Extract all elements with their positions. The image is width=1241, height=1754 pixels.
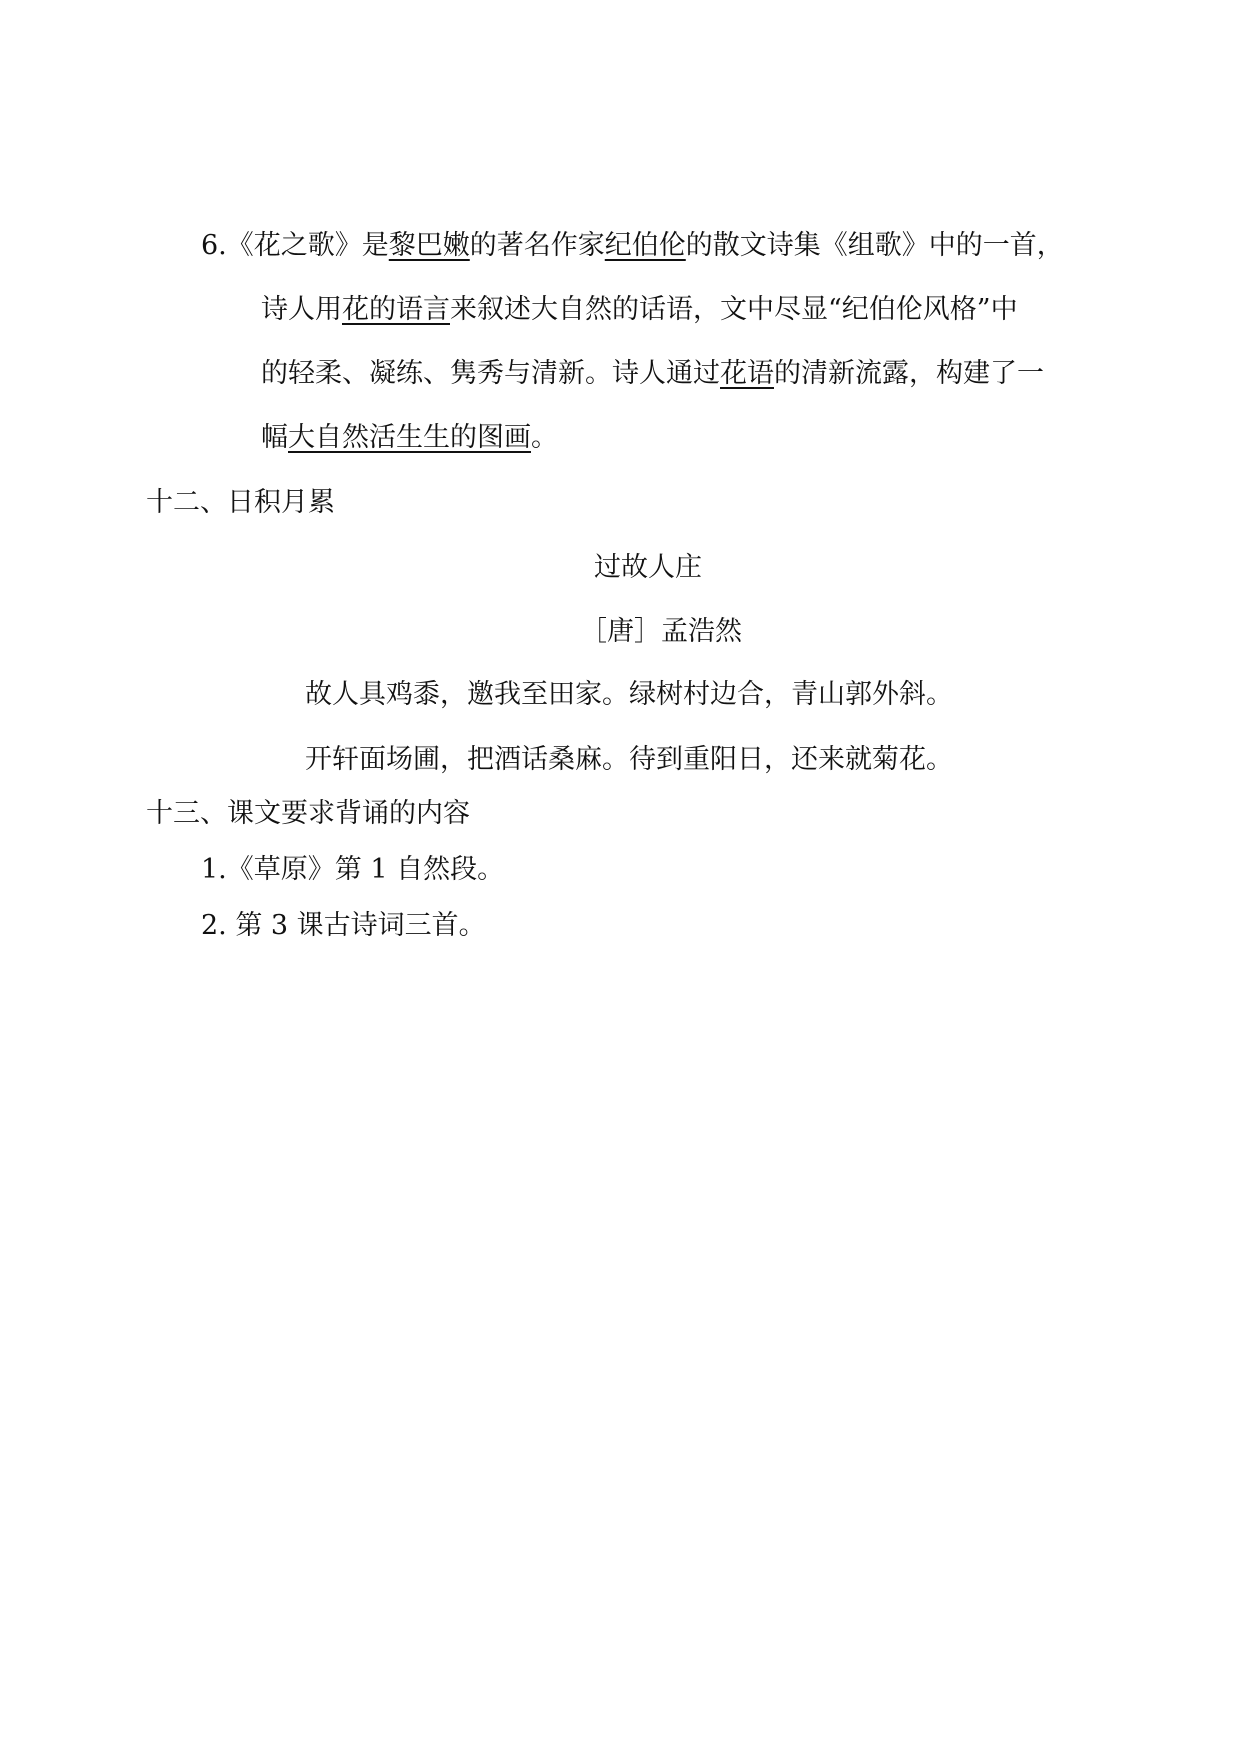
item-6-line-3: 的轻柔、凝练、隽秀与清新。诗人通过花语的清新流露，构建了一 <box>261 358 1044 389</box>
item-6-line-1: 6.《花之歌》是黎巴嫩的著名作家纪伯伦的散文诗集《组歌》中的一首， <box>201 230 1064 261</box>
recitation-item-1: 1.《草原》第 1 自然段。 <box>201 854 505 885</box>
item-6-line-2: 诗人用花的语言来叙述大自然的话语，文中尽显“纪伯伦风格”中 <box>261 294 1018 325</box>
section-12-heading: 十二、日积月累 <box>146 487 335 518</box>
underline-answer: 花的语言 <box>342 294 450 325</box>
underline-answer: 大自然活生生的图画 <box>288 422 531 453</box>
section-13-heading: 十三、课文要求背诵的内容 <box>146 798 470 829</box>
poem-line-2: 开轩面场圃，把酒话桑麻。待到重阳日，还来就菊花。 <box>305 744 953 775</box>
underline-answer: 黎巴嫩 <box>388 230 470 261</box>
poem-line-1: 故人具鸡黍，邀我至田家。绿树村边合，青山郭外斜。 <box>305 679 953 710</box>
recitation-item-2: 2. 第 3 课古诗词三首。 <box>201 910 486 941</box>
item-6-line-4: 幅大自然活生生的图画。 <box>261 422 558 453</box>
poem-author: ［唐］孟浩然 <box>580 616 742 647</box>
underline-answer: 花语 <box>720 358 774 389</box>
item-6-number: 6. <box>201 230 227 261</box>
poem-title: 过故人庄 <box>594 552 702 583</box>
underline-answer: 纪伯伦 <box>604 230 686 261</box>
